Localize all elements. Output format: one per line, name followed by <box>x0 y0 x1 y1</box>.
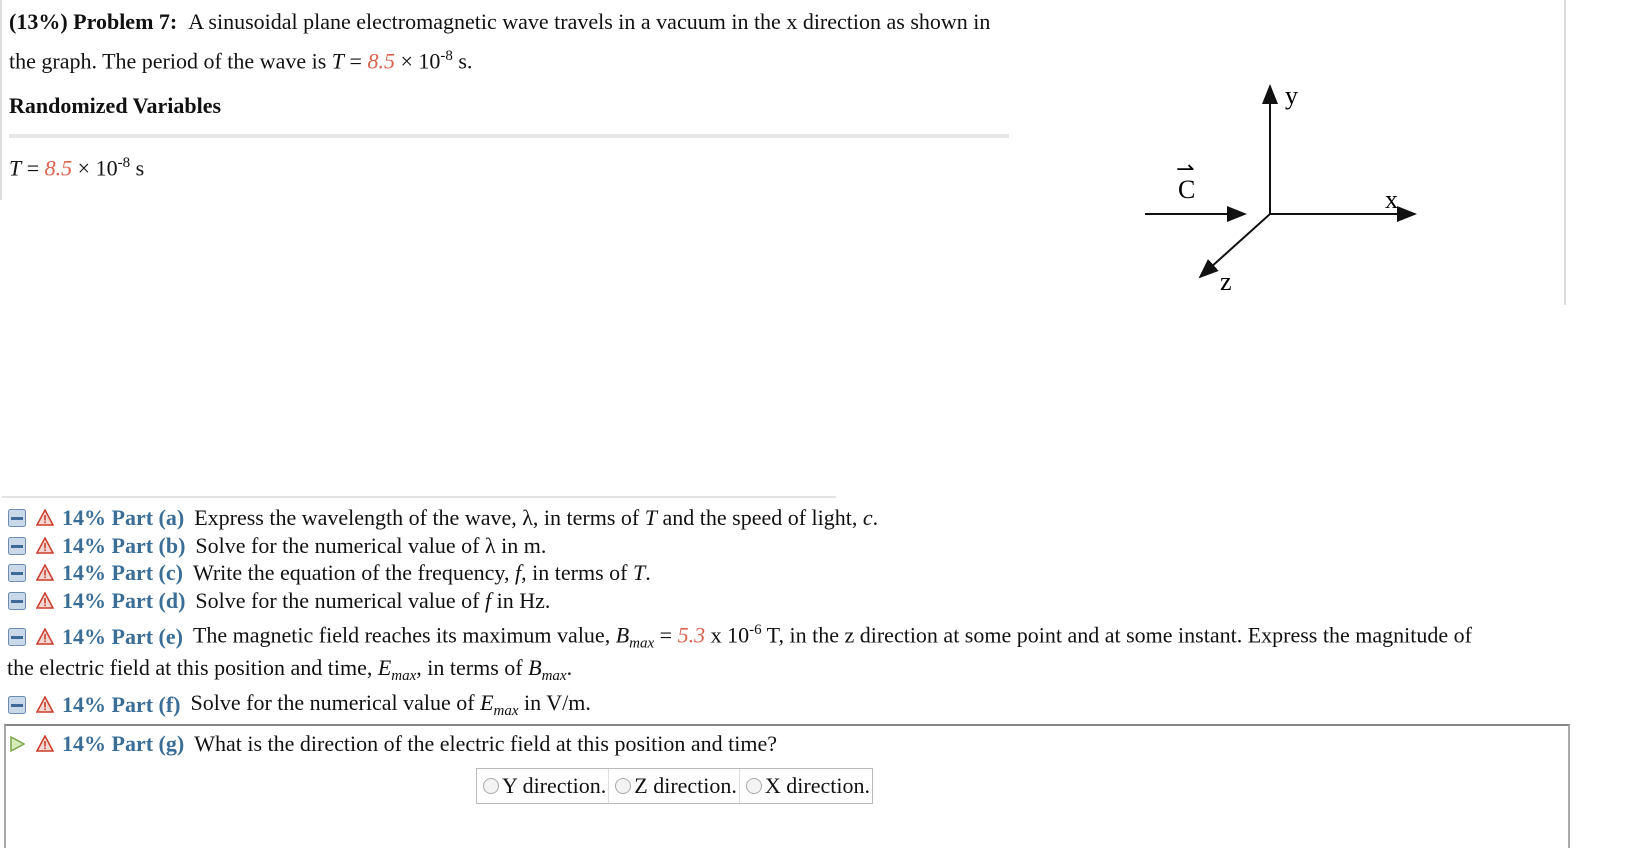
problem-statement <box>9 4 1009 78</box>
expand-icon[interactable] <box>8 592 26 610</box>
part-a-row[interactable] <box>8 505 878 531</box>
part-c-row[interactable] <box>8 560 651 586</box>
part-g-weight: 14% <box>62 731 106 756</box>
right-border <box>1564 0 1566 305</box>
problem-weight: (13%) <box>9 9 68 34</box>
part-a-symbol-T: T <box>644 505 657 530</box>
expand-icon[interactable] <box>8 509 26 527</box>
rv-times: × 10 <box>72 155 118 181</box>
part-c-text <box>193 560 651 586</box>
part-c-text-mid: , in terms of <box>521 560 633 585</box>
times-ten: × 10 <box>394 48 441 74</box>
part-g-title <box>62 731 184 757</box>
rv-unit: s <box>130 155 145 181</box>
part-b-title <box>62 533 185 559</box>
parts-divider <box>2 496 836 498</box>
warning-icon <box>36 564 54 582</box>
warning-icon <box>36 696 54 714</box>
part-g-row[interactable] <box>8 731 777 757</box>
part-a-text <box>194 505 878 531</box>
section-divider <box>9 134 1009 138</box>
part-f-text-main: Solve for the numerical value of <box>190 690 481 715</box>
part-b-label: Part (b) <box>111 533 186 558</box>
warning-icon <box>36 628 54 646</box>
x-axis-label: x <box>1385 185 1398 214</box>
axes-diagram <box>1130 72 1450 302</box>
randomized-variable-line <box>9 155 144 181</box>
part-c-label: Part (c) <box>111 560 183 585</box>
part-a-weight: 14% <box>62 505 106 530</box>
period-symbol: T <box>331 48 345 74</box>
part-g-label: Part (g) <box>111 731 185 756</box>
expand-icon[interactable] <box>8 537 26 555</box>
part-e-symbol-E: E <box>377 655 392 680</box>
choice-z-direction[interactable] <box>609 769 740 803</box>
part-c-symbol-T: T <box>632 560 646 585</box>
choice-y-direction[interactable] <box>477 769 609 803</box>
part-e-text-main: The magnetic field reaches its maximum value, <box>192 622 616 648</box>
period-exponent: -8 <box>440 48 453 64</box>
part-e-text-end: T, in the z direction at some point and at some instant. Express the magnitude of <box>761 622 1472 648</box>
part-d-weight: 14% <box>62 588 106 613</box>
part-c-weight: 14% <box>62 560 106 585</box>
part-e-line2-end: . <box>566 655 573 680</box>
part-c-text-end: . <box>645 560 651 585</box>
choice-x-direction[interactable] <box>740 769 872 803</box>
part-e-subscript-2: max <box>391 668 417 684</box>
part-e-equals: = <box>654 622 678 648</box>
part-a-text-main: Express the wavelength of the wave, λ, in terms of <box>194 505 645 530</box>
part-d-label: Part (d) <box>111 588 186 613</box>
part-f-text <box>191 690 591 720</box>
part-a-symbol-c: c <box>862 505 873 530</box>
radio-button[interactable] <box>483 778 499 794</box>
part-d-title <box>62 588 185 614</box>
part-d-symbol-f: f <box>485 588 492 613</box>
z-axis-label: z <box>1220 267 1232 296</box>
problem-label: Problem 7: <box>73 9 178 34</box>
period-value: 8.5 <box>367 48 395 74</box>
part-a-text-mid: and the speed of light, <box>656 505 863 530</box>
part-e-label: Part (e) <box>111 624 183 650</box>
part-f-label: Part (f) <box>111 692 181 717</box>
part-a-title <box>62 505 184 531</box>
y-axis-label: y <box>1285 81 1298 110</box>
choice-y-label: Y direction. <box>502 773 607 798</box>
rv-symbol: T <box>9 155 22 181</box>
part-f-text-end: in V/m. <box>518 690 591 715</box>
part-f-symbol-E: E <box>480 690 494 715</box>
part-d-text-main: Solve for the numerical value of <box>195 588 485 613</box>
problem-text: A sinusoidal plane electromagnetic wave travels in a vacuum in the x direction as shown in the graph. The period of the wave is <box>9 9 991 74</box>
direction-choices <box>476 768 873 804</box>
expand-icon[interactable] <box>8 628 26 646</box>
rv-equals: = <box>21 155 45 181</box>
warning-icon <box>36 537 54 555</box>
part-e-weight: 14% <box>62 624 106 650</box>
part-e-line2-start: the electric field at this position and time, <box>7 655 378 680</box>
part-b-row[interactable] <box>8 533 546 559</box>
period-unit: s. <box>452 48 473 74</box>
part-d-text-end: in Hz. <box>491 588 551 613</box>
part-e-title <box>62 624 183 650</box>
expand-icon[interactable] <box>8 564 26 582</box>
part-c-symbol-f: f <box>515 560 522 585</box>
radio-button[interactable] <box>746 778 762 794</box>
part-e-bmax-value: 5.3 <box>677 622 706 648</box>
part-a-label: Part (a) <box>111 505 185 530</box>
rv-value: 8.5 <box>44 155 73 181</box>
z-axis <box>1200 214 1270 277</box>
part-f-subscript: max <box>493 703 519 719</box>
equals-sign: = <box>344 48 368 74</box>
expand-icon[interactable] <box>8 696 26 714</box>
choice-z-label: Z direction. <box>634 773 737 798</box>
warning-icon <box>36 509 54 527</box>
part-e-row[interactable] <box>8 622 1472 652</box>
part-e-text <box>193 622 1472 652</box>
part-e-exponent: -6 <box>749 622 762 638</box>
part-b-text: Solve for the numerical value of λ in m. <box>195 533 547 558</box>
part-a-text-end: . <box>872 505 879 530</box>
choice-x-label: X direction. <box>764 773 870 798</box>
part-d-text <box>195 588 550 614</box>
part-d-row[interactable] <box>8 588 550 614</box>
part-e-symbol-B: B <box>615 622 630 648</box>
part-b-weight: 14% <box>62 533 106 558</box>
rv-exponent: -8 <box>117 155 131 171</box>
part-e-line2-mid: , in terms of <box>416 655 529 680</box>
part-f-weight: 14% <box>62 692 106 717</box>
part-f-title <box>62 692 181 718</box>
warning-icon <box>36 592 54 610</box>
part-e-continuation <box>7 655 572 685</box>
c-label: C <box>1178 175 1196 204</box>
part-e-symbol-B2: B <box>528 655 542 680</box>
vector-arrow-icon: ⇀ <box>1176 157 1195 182</box>
part-g-text: What is the direction of the electric field at this position and time? <box>194 731 778 756</box>
part-c-title <box>62 560 183 586</box>
left-border <box>0 0 2 200</box>
play-arrow-icon[interactable] <box>8 735 26 753</box>
part-c-text-main: Write the equation of the frequency, <box>192 560 516 585</box>
radio-button[interactable] <box>615 778 631 794</box>
warning-icon <box>36 735 54 753</box>
part-e-subscript-3: max <box>541 668 567 684</box>
randomized-variables-title: Randomized Variables <box>9 93 222 118</box>
part-e-subscript: max <box>629 635 655 652</box>
part-e-times: x 10 <box>705 622 750 648</box>
part-f-row[interactable] <box>8 690 591 720</box>
